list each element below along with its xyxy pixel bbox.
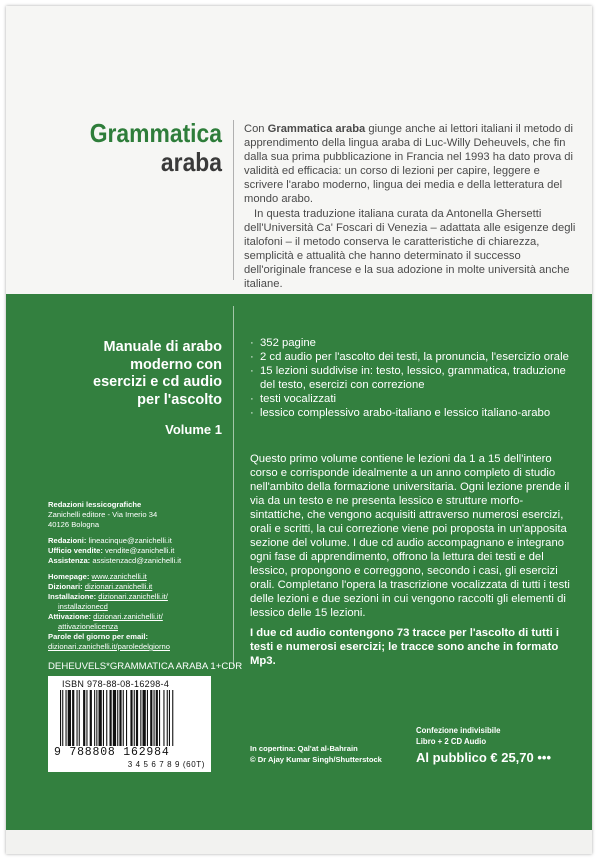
features-list (250, 336, 572, 420)
parole-link[interactable]: dizionari.zanichelli.it/paroledelgiorno (48, 642, 170, 651)
address-line-1: Zanichelli editore - Via Irnerio 34 (48, 510, 158, 519)
publisher-contacts (48, 536, 233, 566)
assistenza-label: Assistenza: (48, 556, 91, 565)
publisher-address (48, 500, 233, 530)
book-back-cover (6, 6, 592, 854)
list-item: · 15 lezioni suddivise in: testo, lessico, grammatica, traduzione del testo, esercizi con correzione (250, 364, 572, 392)
redazioni-email: lineacinque@zanichelli.it (88, 536, 172, 545)
attivazione-label: Attivazione: (48, 612, 92, 621)
subtitle-line-4: per l'ascolto (137, 391, 222, 408)
bottom-strip (6, 830, 592, 854)
list-item: · testi vocalizzati (250, 392, 572, 406)
list-item: · lessico complessivo arabo-italiano e lessico italiano-arabo (250, 406, 572, 420)
address-line-2: 40126 Bologna (48, 520, 100, 529)
homepage-label: Homepage: (48, 572, 90, 581)
stock-code: 3 4 5 6 7 8 9 (60T) (127, 760, 205, 769)
redazioni-title: Redazioni lessicografiche (48, 500, 142, 509)
barcode-icon (60, 690, 200, 746)
pack-line-1: Confezione indivisibile (416, 726, 501, 735)
credit-line-2: © Dr Ajay Kumar Singh/Shutterstock (250, 754, 382, 764)
installazione-link[interactable]: dizionari.zanichelli.it/ (98, 592, 168, 601)
title-line-1: Grammatica (89, 118, 222, 148)
ean-number: 9 788808 162984 (54, 746, 170, 759)
list-item: · 2 cd audio per l'ascolto dei testi, la pronuncia, l'esercizio orale (250, 350, 572, 364)
price-label: Al pubblico € 25,70 ••• (416, 750, 552, 765)
assistenza-email: assistenzacd@zanichelli.it (92, 556, 182, 565)
intro-paragraph-1 (244, 122, 580, 207)
subtitle-line-3: esercizi e cd audio (93, 374, 222, 390)
intro-paragraph-2: In questa traduzione italiana curata da Antonella Ghersetti dell'Università Ca' Foscari di Venezia – adattata alle esigenze degli italofoni – il metodo conserva le caratteristiche di chiarezza, semplicità e attualità che hanno determinato il successo dell'originale francese e la sua adozione in molte università anche italiane. (244, 207, 576, 291)
subtitle-line-1: Manuale di arabo (103, 339, 222, 355)
intro-p1-prefix: Con (244, 123, 268, 135)
isbn-number: ISBN 978-88-08-16298-4 (62, 679, 170, 689)
attivazione-link-cont[interactable]: attivazionelicenza (58, 622, 118, 631)
intro-p1-bold: Grammatica araba (267, 123, 366, 135)
intro-text (244, 122, 580, 291)
subtitle-line-2: moderno con (130, 356, 222, 373)
installazione-label: Installazione: (48, 592, 97, 601)
redazioni-label: Redazioni: (48, 536, 87, 545)
dizionari-link[interactable]: dizionari.zanichelli.it (84, 582, 153, 591)
audio-note: I due cd audio contengono 73 tracce per l'ascolto di tutti i testi e numerosi esercizi; le tracce sono anche in formato Mp3. (250, 627, 559, 667)
publisher-info (48, 500, 233, 658)
list-item: · 352 pagine (250, 336, 572, 350)
subtitle (52, 339, 222, 409)
credit-line-1: In copertina: Qal'at al-Bahrain (250, 744, 358, 753)
attivazione-link[interactable]: dizionari.zanichelli.it/ (93, 612, 163, 621)
homepage-link[interactable]: www.zanichelli.it (91, 572, 147, 581)
book-title (67, 119, 222, 177)
edition-code: DEHEUVELS*GRAMMATICA ARABA 1+CDR (48, 661, 243, 672)
description-text: Questo primo volume contiene le lezioni da 1 a 15 dell'intero corso e corrisponde idealmente a un anno completo di studio nell'ambito della formazione universitaria. Ogni lezione prende il via da un testo e ne presenta lessico e strutture morfo-sintattiche, che vengono acquisiti attraverso numerosi esercizi, orali e scritti, la cui correzione viene poi proposta in un'apposita sezione del volume. I due cd audio accompagnano e integrano ogni fase di apprendimento, offrono la lettura dei testi e del lessico, propongono e correggono, secondo i casi, gli esercizi orali. Completano l'opera la trascrizione vocalizzata di tutti i testi delle lezioni e due sezioni in cui vengono raccolti gli elementi di lessico delle 15 lezioni. (250, 453, 570, 619)
intro-p1-rest: giunge anche ai lettori italiani il metodo di apprendimento della lingua araba di Luc-Willy Deheuvels, che fin dalla sua prima pubblicazione in Francia nel 1993 ha dato prova di validità ed efficacia: un corso di lezioni per capire, leggere e scrivere l'arabo moderno, lingua dei media e della letteratura del mondo arabo. (244, 123, 573, 206)
barcode-box (48, 676, 211, 772)
volume-label: Volume 1 (165, 422, 222, 437)
divider-line (233, 120, 234, 280)
green-divider-line (233, 306, 234, 666)
vendite-label: Ufficio vendite: (48, 546, 103, 555)
vendite-email: vendite@zanichelli.it (104, 546, 175, 555)
installazione-link-cont[interactable]: installazionecd (58, 602, 108, 611)
pack-line-2: Libro + 2 CD Audio (416, 736, 487, 746)
publisher-links (48, 572, 233, 652)
title-line-2: araba (160, 147, 222, 177)
dizionari-label: Dizionari: (48, 582, 83, 591)
parole-label: Parole del giorno per email: (48, 632, 149, 641)
package-info (416, 726, 576, 747)
cover-credit (250, 744, 410, 765)
